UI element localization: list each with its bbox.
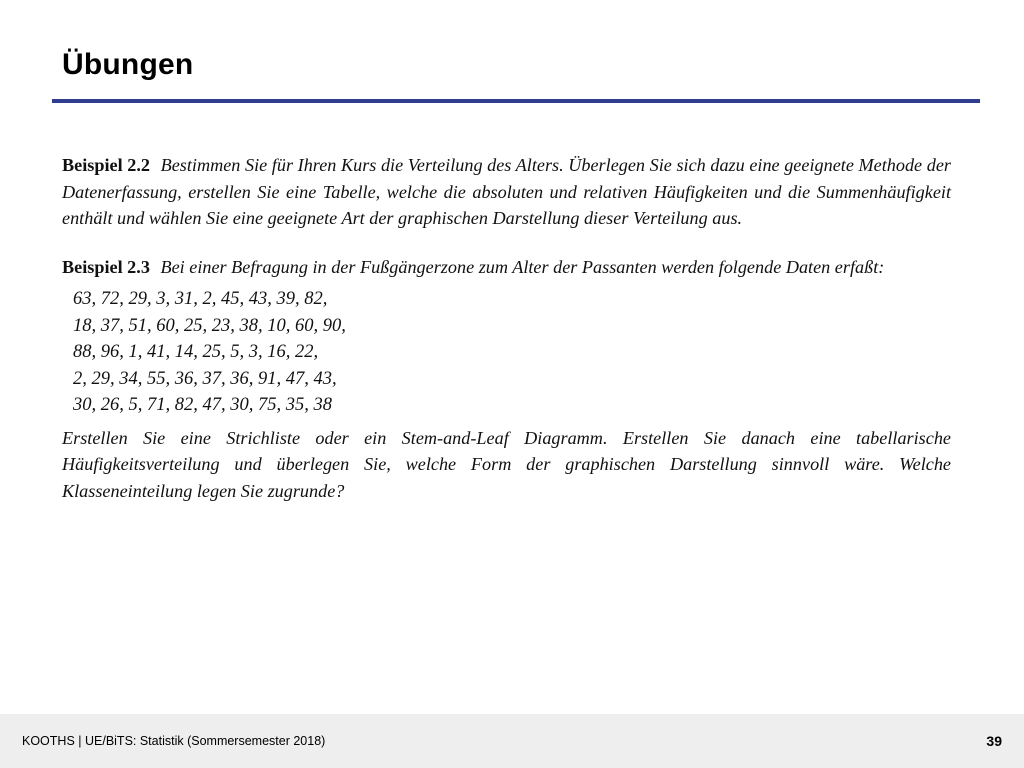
example-intro bbox=[62, 254, 951, 281]
example-2-3 bbox=[62, 254, 951, 505]
example-label: Beispiel 2.2 bbox=[62, 155, 150, 175]
data-line: 88, 96, 1, 41, 14, 25, 5, 3, 16, 22, bbox=[73, 342, 319, 362]
footer-text: KOOTHS | UE/BiTS: Statistik (Sommersemester 2018) bbox=[22, 734, 326, 748]
page-number: 39 bbox=[986, 733, 1002, 749]
data-line: 2, 29, 34, 55, 36, 37, 36, 91, 47, 43, bbox=[73, 368, 337, 389]
age-data-list bbox=[73, 286, 951, 419]
slide-content bbox=[62, 152, 951, 504]
slide-title: Übungen bbox=[62, 48, 194, 81]
data-line: 18, 37, 51, 60, 25, 23, 38, 10, 60, 90, bbox=[73, 315, 346, 336]
data-line: 30, 26, 5, 71, 82, 47, 30, 75, 35, 38 bbox=[73, 395, 332, 415]
example-label: Beispiel 2.3 bbox=[62, 256, 150, 277]
example-text: Bei einer Befragung in der Fußgängerzone zum Alter der Passanten werden folgende Daten erfaßt: bbox=[160, 256, 885, 277]
example-task-text: Erstellen Sie eine Strichliste oder ein Stem-and-Leaf Diagramm. Erstellen Sie danach eine tabellarische Häufigkeitsverteilung und überlegen Sie, welche Form der graphischen Darstellung sinnvoll wäre. Welche Klasseneinteilung legen Sie zugrunde? bbox=[62, 427, 951, 501]
title-divider bbox=[52, 99, 980, 103]
data-line: 63, 72, 29, 3, 31, 2, 45, 43, 39, 82, bbox=[73, 289, 328, 309]
example-text: Bestimmen Sie für Ihren Kurs die Verteilung des Alters. Überlegen Sie sich dazu eine geeignete Methode der Datenerfassung, erstellen Sie eine Tabelle, welche die absoluten und relativen Häufigkeiten und die Summenhäufigkeit enthält und wählen Sie eine geeignete Art der graphischen Darstellung dieser Verteilung aus. bbox=[62, 155, 951, 228]
example-2-2 bbox=[62, 152, 951, 232]
footer-bar bbox=[0, 714, 1024, 768]
